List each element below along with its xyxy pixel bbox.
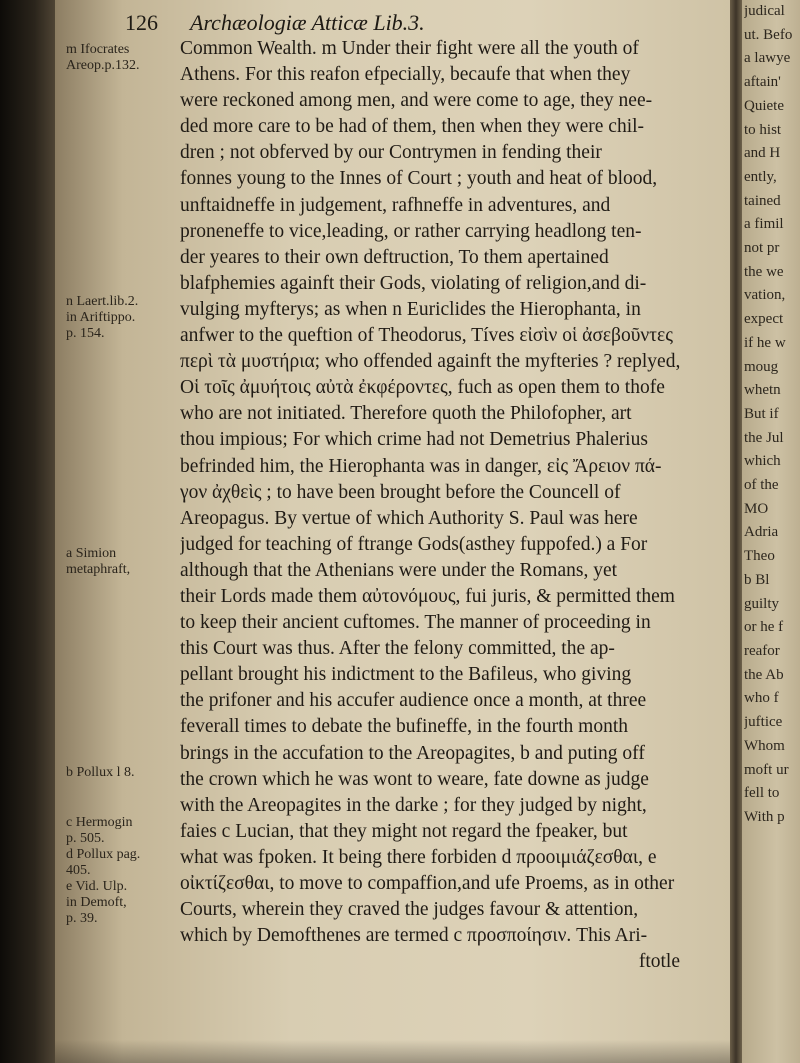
book-gutter [730,0,742,1063]
adjacent-line: the Ab [744,666,784,683]
adjacent-line: fell to [744,785,780,802]
adjacent-line: not pr [744,240,780,257]
text-line: Areopagus. By vertue of which Authority S. Paul was here [180,507,638,529]
adjacent-line: With p [744,808,785,825]
adjacent-line: ut. Befo [744,26,793,43]
text-line: Courts, wherein they craved the judges favour & attention, [180,899,639,921]
margin-note [66,294,174,342]
margin-note-line: 405. [66,863,91,878]
running-title: Archæologiæ Atticæ Lib.3. [190,10,425,35]
text-line: brings in the accufation to the Areopagites, b and puting off [180,742,645,764]
margin-note-line: p. 154. [66,326,105,341]
text-line: what was fpoken. It being there forbiden d προοιμιάζεσθαι, e [180,846,657,868]
adjacent-line: and H [744,145,781,162]
adjacent-line: Quiete [744,97,784,114]
text-line: Athens. For this reafon efpecially, becaufe that when they [180,64,631,86]
adjacent-line: Whom [744,737,785,754]
margin-note [66,546,174,578]
adjacent-page-text [744,0,800,830]
text-line: unftaidneffe in judgement, rafhneffe in adventures, and [180,194,611,216]
text-line: judged for teaching of ftrange Gods(asthey fuppofed.) a For [180,533,648,555]
adjacent-line: who f [744,690,779,707]
adjacent-line: to hist [744,121,782,138]
page-bottom-shadow [55,1040,730,1063]
margin-note-line: a Simion [66,546,117,561]
main-text-block [180,36,720,975]
margin-note-line: e Vid. Ulp. [66,879,128,894]
margin-note-line: in Ariftippo. [66,310,136,325]
text-line: Οἱ τοῖς ἀμυήτοις αὐτὰ ἐκφέροντες, fuch as open them to thofe [180,377,665,399]
margin-note [66,815,174,927]
margin-note-line: Areop.p.132. [66,58,140,73]
adjacent-line: aftain' [744,74,781,91]
adjacent-line: expect [744,311,784,328]
text-line: pellant brought his indictment to the Bafileus, who giving [180,664,632,686]
margin-note [66,42,174,74]
text-line: περὶ τὰ μυστήρια; who offended againft the myfteries ? replyed, [180,351,681,373]
text-line: οἰκτίζεσθαι, to move to compaffion,and ufe Proems, as in other [180,873,675,894]
adjacent-line: Adria [744,524,779,541]
adjacent-line: moug [744,358,779,375]
text-line: faies c Lucian, that they might not regard the fpeaker, but [180,820,628,842]
text-line: who are not initiated. Therefore quoth the Philofopher, art [180,403,632,425]
margin-note-line: c Hermogin [66,815,133,830]
margin-note [66,765,174,781]
adjacent-line: a lawye [744,50,791,67]
margin-note-line: p. 505. [66,831,105,846]
text-line: der yeares to their own deftruction, To them apertained [180,246,609,268]
adjacent-line: of the [744,477,779,494]
adjacent-line: juftice [744,714,783,731]
adjacent-line: But if [744,405,779,422]
adjacent-line: reafor [744,642,780,659]
adjacent-line: b Bl [744,571,770,588]
text-line: vulging myfterys; as when n Euriclides the Hierophanta, in [180,298,641,320]
adjacent-line: moft ur [744,761,789,778]
adjacent-line: a fimil [744,216,784,233]
text-line: this Court was thus. After the felony committed, the ap- [180,638,615,660]
text-line: feverall times to debate the bufineffe, in the fourth month [180,716,628,738]
text-line: with the Areopagites in the darke ; for they judged by night, [180,794,647,816]
page-number: 126 [125,10,158,35]
margin-note-line: p. 39. [66,911,98,926]
text-line: the prifoner and his accufer audience once a month, at three [180,690,647,712]
adjacent-line: whetn [744,382,781,399]
adjacent-line: tained [744,192,781,209]
adjacent-line: Theo [744,548,775,565]
adjacent-line: which [744,453,781,470]
margin-note-line: b Pollux l 8. [66,765,135,780]
text-line: blafphemies againft their Gods, violating of religion,and di- [180,272,647,294]
text-line: dren ; not obferved by our Contrymen in fending their [180,142,602,164]
adjacent-line: the we [744,263,784,280]
margin-note-line: metaphraft, [66,562,131,577]
margin-note-line: m Ifocrates [66,42,130,57]
text-line: Common Wealth. m Under their fight were all the youth of [180,38,639,59]
adjacent-line: MΟ [744,500,769,517]
text-line: fonnes young to the Innes of Court ; youth and heat of blood, [180,168,658,190]
adjacent-line: judical [744,3,785,19]
adjacent-line: guilty [744,595,780,612]
text-line: were reckoned among men, and were come to age, they nee- [180,90,653,112]
adjacent-page-fragment [742,0,800,1063]
text-line: although that the Athenians were under the Romans, yet [180,559,618,581]
adjacent-line: vation, [744,287,786,304]
adjacent-line: the Jul [744,429,784,446]
book-binding-shadow [0,0,62,1063]
text-line: anfwer to the queftion of Theodorus, Tíves εἰσὶν οἱ ἀσεβοῦντες [180,325,673,347]
catchword: ftotle [638,951,680,973]
text-line: thou impious; For which crime had not Demetrius Phalerius [180,429,648,451]
margin-note-line: in Demoft, [66,895,127,910]
adjacent-line: or he f [744,619,784,636]
text-line: the crown which he was wont to weare, fate downe as judge [180,768,649,790]
adjacent-line: if he w [744,334,786,351]
text-line: ded more care to be had of them, then when they were chil- [180,116,645,138]
margin-note-line: d Pollux pag. [66,847,141,862]
text-line: γον ἀχθεὶς ; to have been brought before the Councell of [180,481,621,503]
margin-note-line: n Laert.lib.2. [66,294,139,309]
text-line: their Lords made them αὐτονόμους, fui juris, & permitted them [180,585,675,607]
adjacent-line: ently, [744,168,777,185]
text-line: proneneffe to vice,leading, or rather carrying headlong ten- [180,220,642,242]
text-line: to keep their ancient cuftomes. The manner of proceeding in [180,612,651,634]
text-line: which by Demofthenes are termed c προσποίησιν. This Ari- [180,925,648,947]
text-line: befrinded him, the Hierophanta was in danger, εἰς Ἄρειον πά- [180,455,662,477]
